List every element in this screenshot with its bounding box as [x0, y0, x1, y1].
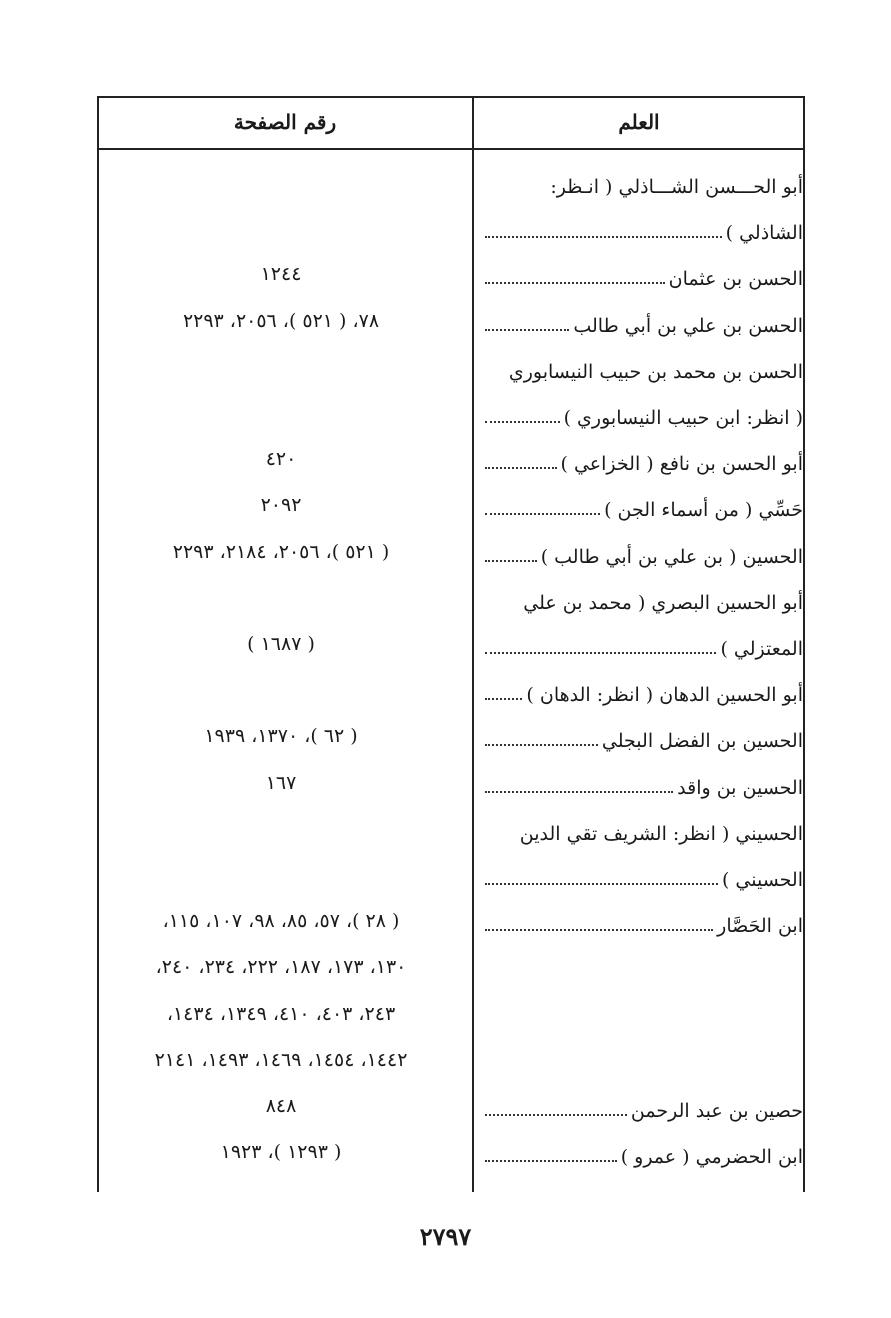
entry-name: الحسين ( بن علي بن أبي طالب ) — [540, 545, 803, 568]
entry-pages — [97, 578, 465, 618]
entry-name-cell — [483, 716, 803, 756]
entry-pages — [97, 162, 465, 202]
entry-pages — [97, 809, 465, 849]
entry-pages: ١٣٠، ١٧٣، ١٨٧، ٢٢٢، ٢٣٤، ٢٤٠، — [155, 956, 407, 979]
leader-dots — [485, 1114, 627, 1116]
entry-name: أبو الحسين البصري ( محمد بن علي — [523, 591, 803, 614]
entry-name-cell — [483, 901, 803, 941]
entry-name-cell — [483, 208, 803, 248]
leader-dots — [485, 467, 557, 469]
index-row — [97, 759, 803, 805]
index-row — [97, 435, 803, 481]
index-row — [97, 1128, 803, 1174]
entry-name-cell — [483, 1086, 803, 1126]
index-row — [97, 389, 803, 435]
index-row — [97, 297, 803, 343]
entry-name-cell — [483, 1040, 803, 1080]
entry-name-cell — [483, 763, 803, 803]
index-row — [97, 1082, 803, 1128]
entry-name-cell — [483, 347, 803, 387]
entry-name-cell — [483, 485, 803, 525]
entry-name-cell — [483, 855, 803, 895]
entry-pages: ٢٤٣، ٤٠٣، ٤١٠، ١٣٤٩، ١٤٣٤، — [166, 1002, 396, 1025]
leader-dots — [485, 791, 673, 793]
entry-pages: ١٤٤٢، ١٤٥٤، ١٤٦٩، ١٤٩٣، ٢١٤١ — [154, 1048, 408, 1071]
leader-dots — [485, 698, 522, 700]
leader-dots — [485, 652, 716, 654]
leader-dots — [485, 513, 600, 515]
entry-name: الحسن بن علي بن أبي طالب — [573, 314, 803, 337]
entry-pages: ( ٦٢ )، ١٣٧٠، ١٩٣٩ — [204, 725, 358, 748]
leader-dots — [485, 744, 598, 746]
leader-dots — [485, 929, 713, 931]
entry-name: الحسين بن واقد — [677, 776, 803, 799]
index-row — [97, 343, 803, 389]
entry-pages: ٤٢٠ — [265, 448, 297, 471]
entry-name: الشاذلي ) — [725, 222, 803, 245]
entry-name-cell — [483, 254, 803, 294]
entry-pages — [97, 347, 465, 387]
entry-name-cell — [483, 162, 803, 202]
index-row — [97, 481, 803, 527]
index-row — [97, 851, 803, 897]
index-row — [97, 574, 803, 620]
leader-dots — [485, 282, 665, 284]
leader-dots — [485, 560, 537, 562]
entry-name: الحسيني ) — [721, 869, 803, 891]
entry-name-cell — [483, 532, 803, 572]
entry-pages: ( ١٢٩٣ )، ١٩٢٣ — [220, 1141, 342, 1164]
entry-name: الحسيني ( انظر: الشريف تقي الدين — [519, 822, 803, 845]
entry-name-cell — [483, 809, 803, 849]
entry-name: أبو الحسن بن نافع ( الخزاعي ) — [560, 453, 803, 476]
entry-name: أبو الحسين الدهان ( انظر: الدهان ) — [526, 684, 803, 707]
entry-name-cell — [483, 393, 803, 433]
entry-pages: ( ٢٨ )، ٥٧، ٨٥، ٩٨، ١٠٧، ١١٥، — [162, 910, 400, 933]
entry-name-cell — [483, 578, 803, 618]
index-row — [97, 158, 803, 204]
entry-name-cell — [483, 1132, 803, 1172]
entry-name: ( انظر: ابن حبيب النيسابوري ) — [563, 407, 803, 429]
entry-pages: ( ١٦٨٧ ) — [247, 633, 315, 655]
index-row — [97, 620, 803, 666]
leader-dots — [485, 1160, 617, 1162]
index-row — [97, 1036, 803, 1082]
index-row — [97, 204, 803, 250]
entry-name: الحسين بن الفضل البجلي — [601, 730, 803, 753]
entry-name: ابن الحضرمي ( عمرو ) — [620, 1146, 803, 1169]
entry-name: أبو الحـــسن الشـــاذلي ( انـظر: — [550, 176, 803, 198]
index-row — [97, 712, 803, 758]
index-row — [97, 990, 803, 1036]
header-separator — [97, 148, 805, 150]
column-header-page: رقم الصفحة — [233, 110, 337, 134]
entry-name-cell — [483, 947, 803, 987]
entry-pages: ٢٠٩٢ — [260, 494, 302, 517]
entry-pages — [97, 393, 465, 433]
entry-pages — [97, 855, 465, 895]
leader-dots — [485, 329, 569, 331]
entry-name: الحسن بن محمد بن حبيب النيسابوري — [508, 360, 803, 383]
leader-dots — [485, 421, 560, 423]
entry-pages: ١٦٧ — [265, 771, 297, 794]
index-row — [97, 666, 803, 712]
index-row — [97, 528, 803, 574]
entry-name: ابن الحَصَّار — [717, 915, 803, 938]
entry-pages: ٨٤٨ — [265, 1095, 297, 1117]
entry-pages — [97, 208, 465, 248]
index-row — [97, 250, 803, 296]
entry-name: حصين بن عبد الرحمن — [630, 1100, 803, 1122]
index-row — [97, 943, 803, 989]
entry-name-cell — [483, 994, 803, 1034]
entry-pages: ( ٥٢١ )، ٢٠٥٦، ٢١٨٤، ٢٢٩٣ — [172, 540, 390, 563]
column-header-name: العلم — [618, 110, 660, 134]
entry-name: حَسِّي ( من أسماء الجن ) — [604, 499, 803, 522]
entry-name: المعتزلي ) — [720, 638, 803, 660]
entry-name-cell — [483, 670, 803, 710]
page-number: ٢٧٩٧ — [419, 1222, 472, 1251]
entry-name-cell — [483, 301, 803, 341]
entry-name-cell — [483, 624, 803, 664]
leader-dots — [485, 236, 722, 238]
entry-pages — [97, 670, 465, 710]
index-row — [97, 805, 803, 851]
entry-pages: ٧٨، ( ٥٢١ )، ٢٠٥٦، ٢٢٩٣ — [182, 309, 380, 332]
entry-pages: ١٢٤٤ — [260, 263, 302, 286]
entry-name: الحسن بن عثمان — [668, 268, 803, 291]
index-row — [97, 897, 803, 943]
leader-dots — [485, 883, 718, 885]
entry-name-cell — [483, 439, 803, 479]
